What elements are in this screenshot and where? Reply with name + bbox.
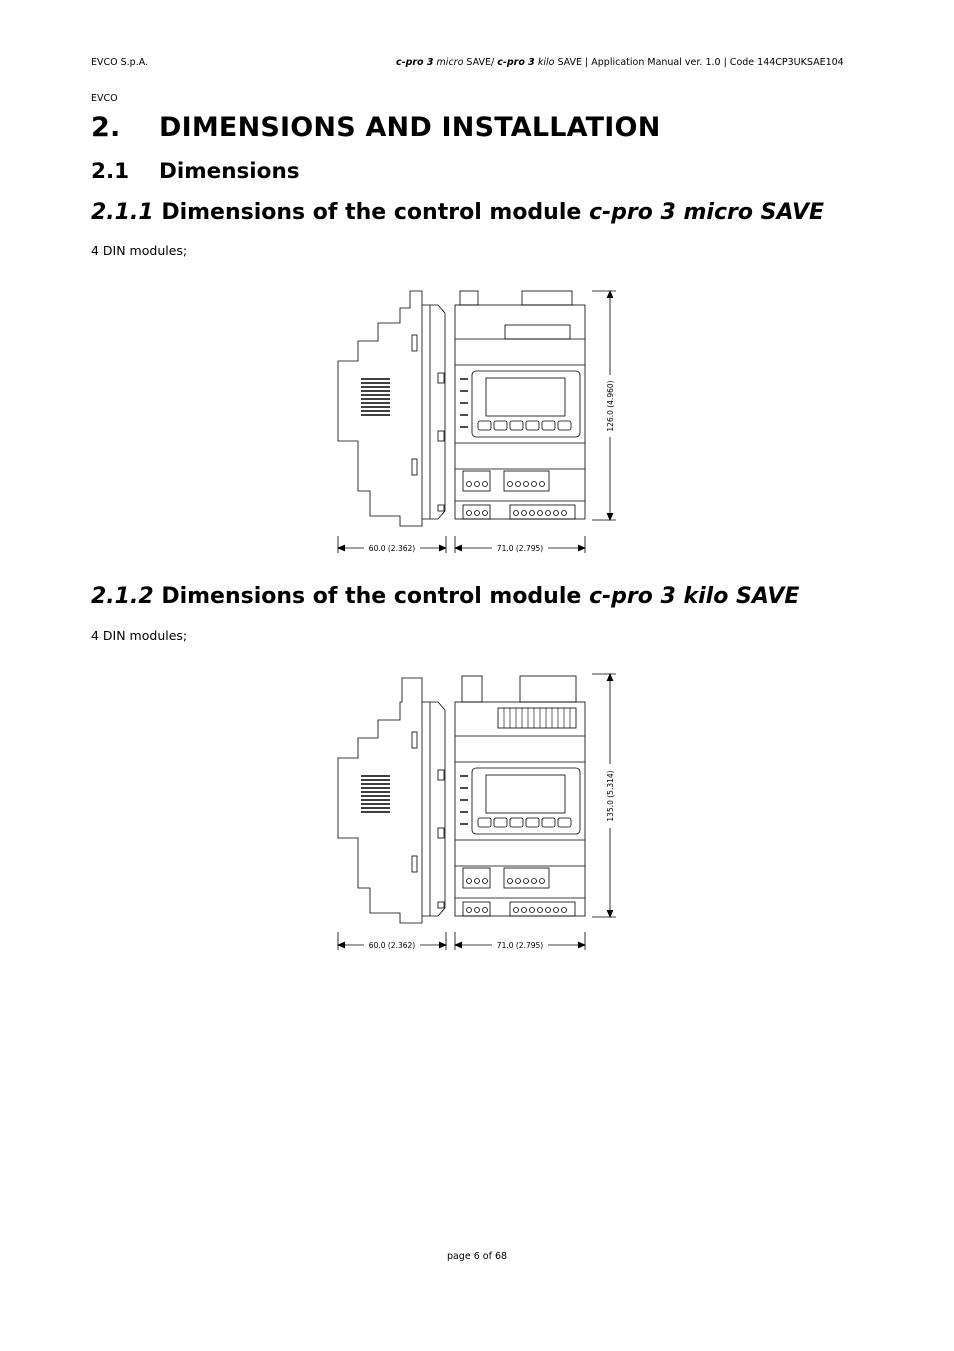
evco-logo: EVCO: [91, 93, 118, 104]
header-model-1: c-pro 3: [396, 57, 434, 68]
figure-1-drawing: [330, 283, 630, 558]
figure-1-number: 2.1.1: [91, 200, 154, 225]
header-manual-info: [396, 57, 844, 68]
subsection-heading: [91, 159, 300, 184]
front-view: [455, 291, 585, 519]
section-title: DIMENSIONS AND INSTALLATION: [159, 112, 661, 143]
figure-2-model: c-pro 3 kilo SAVE: [588, 584, 800, 609]
height-dimension: [592, 291, 616, 520]
side-view: [338, 291, 445, 526]
subsection-title: Dimensions: [159, 159, 300, 184]
depth-label: 60.0 (2.362): [368, 544, 416, 553]
figure-2-number: 2.1.2: [91, 584, 154, 609]
figure-2-title: Dimensions of the control module: [161, 584, 582, 609]
side-view: [338, 678, 445, 923]
width-label: 71.0 (2.795): [496, 544, 544, 553]
figure-1-model: c-pro 3 micro SAVE: [588, 200, 825, 225]
header-variant-1: micro: [436, 57, 464, 68]
figure-1-title: Dimensions of the control module: [161, 200, 582, 225]
header-rest: SAVE | Application Manual ver. 1.0 | Code 144CP3UKSAE104: [557, 57, 844, 68]
figure-2-drawing: [330, 668, 630, 958]
figure-2-heading: [91, 584, 799, 609]
width-dimensions: [338, 932, 585, 950]
header-variant-2: kilo: [537, 57, 555, 68]
page-number: page 6 of 68: [446, 1251, 508, 1262]
height-label: 135.0 (5.314): [606, 770, 615, 822]
header-save-1: SAVE/: [466, 57, 495, 68]
height-dimension: [592, 674, 616, 917]
section-heading: [91, 112, 661, 143]
header-company: EVCO S.p.A.: [91, 57, 149, 68]
width-label: 71.0 (2.795): [496, 941, 544, 950]
figure-2-description: 4 DIN modules;: [91, 628, 188, 643]
width-dimensions: [338, 536, 585, 553]
section-number: 2.: [91, 112, 121, 143]
front-view: [455, 676, 585, 916]
depth-label: 60.0 (2.362): [368, 941, 416, 950]
height-label: 126.0 (4.960): [606, 380, 615, 432]
figure-1-description: 4 DIN modules;: [91, 243, 188, 258]
figure-1-heading: [91, 200, 824, 225]
header-model-2: c-pro 3: [497, 57, 535, 68]
subsection-number: 2.1: [91, 159, 130, 184]
